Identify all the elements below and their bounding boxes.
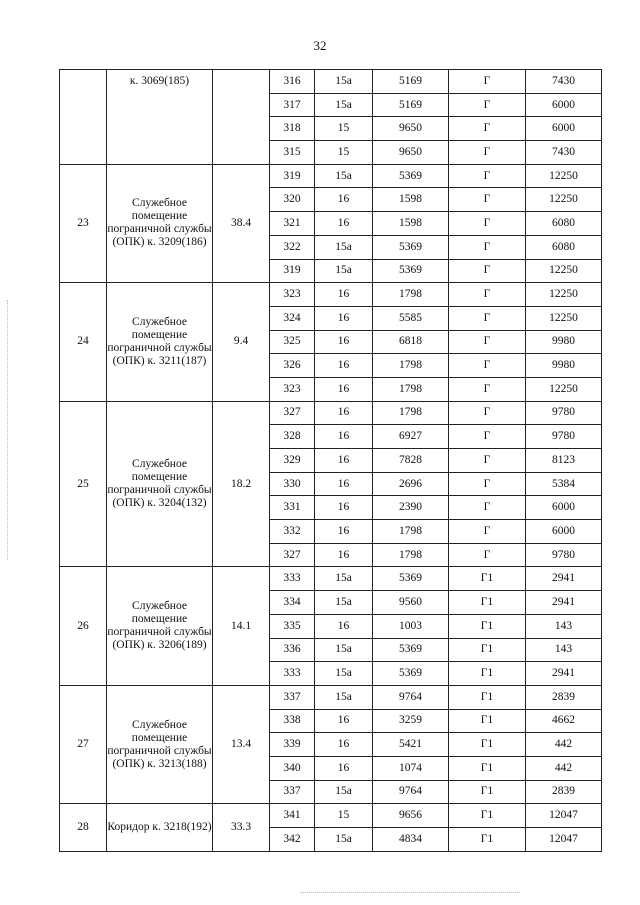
table-cell: 318 [270,117,315,141]
table-cell: 2941 [526,591,602,615]
table-cell: 326 [270,354,315,378]
table-cell: Г1 [449,804,526,828]
table-cell: 9980 [526,330,602,354]
table-cell: 8123 [526,449,602,473]
table-cell: Г1 [449,662,526,686]
table-cell: Г1 [449,828,526,852]
table-cell: 6080 [526,212,602,236]
table-cell: 1798 [373,377,449,401]
room-name-cell: Коридор к. 3218(192) [107,804,213,851]
table-cell: 315 [270,141,315,165]
table-cell: Г [449,188,526,212]
room-area-cell: 18.2 [213,401,270,567]
table-cell: 16 [315,212,373,236]
table-cell: 7828 [373,449,449,473]
table-cell: Г1 [449,614,526,638]
table-cell: 9780 [526,425,602,449]
table-cell: 12047 [526,804,602,828]
table-cell: 333 [270,567,315,591]
table-cell: 335 [270,614,315,638]
table-cell: 2839 [526,780,602,804]
table-cell: 15а [315,235,373,259]
table-cell: 5169 [373,93,449,117]
room-area-cell [213,70,270,165]
table-cell: Г [449,401,526,425]
table-cell: Г [449,141,526,165]
table-cell: 16 [315,614,373,638]
table-cell: 1798 [373,354,449,378]
table-cell: 16 [315,425,373,449]
table-cell: 442 [526,733,602,757]
table-cell: 12250 [526,283,602,307]
table-cell: 15а [315,828,373,852]
table-cell: Г [449,330,526,354]
table-cell: 15 [315,141,373,165]
table-cell: Г [449,354,526,378]
table-cell: 324 [270,306,315,330]
table-cell: 6000 [526,496,602,520]
table-cell: 2941 [526,662,602,686]
table-row [60,70,602,94]
table-cell: Г1 [449,733,526,757]
table-cell: 15а [315,638,373,662]
table-cell: 316 [270,70,315,94]
table-cell: 1798 [373,283,449,307]
table-cell: 12250 [526,164,602,188]
table-row [60,685,602,709]
table-cell: 5421 [373,733,449,757]
table-cell: 2839 [526,685,602,709]
table-cell: Г [449,164,526,188]
room-number-cell: 23 [60,164,107,282]
table-cell: 5585 [373,306,449,330]
table-row [60,804,602,828]
table-cell: 2390 [373,496,449,520]
table-cell: Г1 [449,780,526,804]
table-cell: 7430 [526,70,602,94]
table-cell: 5169 [373,70,449,94]
table-cell: 12250 [526,377,602,401]
room-name-cell: Служебное помещение пограничной службы (ОПК) к. 3213(188) [107,685,213,803]
table-cell: Г [449,543,526,567]
table-cell: 327 [270,543,315,567]
table-row [60,567,602,591]
table-cell: 143 [526,638,602,662]
table-cell: 9650 [373,117,449,141]
table-cell: 5369 [373,662,449,686]
room-number-cell: 24 [60,283,107,401]
table-cell: 5369 [373,164,449,188]
table-cell: 15а [315,780,373,804]
table-cell: Г1 [449,685,526,709]
table-cell: 2696 [373,472,449,496]
table-cell: 317 [270,93,315,117]
room-number-cell: 25 [60,401,107,567]
table-cell: 143 [526,614,602,638]
table-cell: 322 [270,235,315,259]
table-cell: 327 [270,401,315,425]
table-cell: 16 [315,733,373,757]
table-cell: 4834 [373,828,449,852]
table-cell: Г [449,93,526,117]
table-cell: 9980 [526,354,602,378]
table-cell: Г1 [449,567,526,591]
table-cell: 336 [270,638,315,662]
table-row [60,401,602,425]
scan-bottom-mark [300,892,520,894]
table-cell: 320 [270,188,315,212]
room-area-cell: 13.4 [213,685,270,803]
table-cell: 9764 [373,685,449,709]
room-number-cell [60,70,107,165]
table-cell: 338 [270,709,315,733]
table-cell: 15 [315,804,373,828]
table-cell: 16 [315,377,373,401]
table-cell: 337 [270,685,315,709]
table-cell: 323 [270,283,315,307]
room-area-cell: 38.4 [213,164,270,282]
table-cell: 319 [270,259,315,283]
table-cell: 15а [315,591,373,615]
table-cell: 15а [315,259,373,283]
table-cell: 6000 [526,117,602,141]
table-cell: 15 [315,117,373,141]
table-cell: 325 [270,330,315,354]
table-cell: Г1 [449,756,526,780]
table-cell: Г [449,425,526,449]
table-cell: 1798 [373,543,449,567]
table-cell: 2941 [526,567,602,591]
table-cell: 16 [315,188,373,212]
table-cell: 9656 [373,804,449,828]
table-cell: 9560 [373,591,449,615]
table-cell: Г [449,472,526,496]
room-number-cell: 27 [60,685,107,803]
room-area-cell: 9.4 [213,283,270,401]
table-cell: 5369 [373,567,449,591]
room-number-cell: 26 [60,567,107,685]
table-cell: 16 [315,709,373,733]
table-cell: 12250 [526,188,602,212]
table-cell: 16 [315,543,373,567]
table-cell: Г [449,520,526,544]
room-area-cell: 14.1 [213,567,270,685]
table-cell: 328 [270,425,315,449]
table-cell: 332 [270,520,315,544]
table-cell: 9650 [373,141,449,165]
table-cell: 9764 [373,780,449,804]
table-cell: 1798 [373,520,449,544]
table-cell: 12250 [526,306,602,330]
room-name-cell: Служебное помещение пограничной службы (ОПК) к. 3204(132) [107,401,213,567]
table-cell: Г1 [449,638,526,662]
room-name-cell: Служебное помещение пограничной службы (ОПК) к. 3211(187) [107,283,213,401]
table-cell: Г [449,212,526,236]
table-cell: 341 [270,804,315,828]
table-cell: 333 [270,662,315,686]
table-cell: 321 [270,212,315,236]
table-cell: 12250 [526,259,602,283]
table-cell: 1074 [373,756,449,780]
table-cell: 15а [315,164,373,188]
room-name-cell: Служебное помещение пограничной службы (ОПК) к. 3206(189) [107,567,213,685]
table-cell: Г [449,449,526,473]
table-cell: 442 [526,756,602,780]
table-cell: 342 [270,828,315,852]
table-cell: 5369 [373,638,449,662]
table-cell: 5369 [373,259,449,283]
table-cell: 16 [315,520,373,544]
page-number: 32 [313,38,327,53]
room-area-cell: 33.3 [213,804,270,851]
table-cell: 1798 [373,401,449,425]
table-cell: Г [449,259,526,283]
table-cell: Г [449,306,526,330]
table-cell: 15а [315,685,373,709]
table-cell: 329 [270,449,315,473]
table-cell: Г1 [449,591,526,615]
table-cell: 15а [315,70,373,94]
room-name-cell: к. 3069(185) [107,70,213,165]
table-cell: 16 [315,283,373,307]
table-cell: 15а [315,567,373,591]
table-cell: 6927 [373,425,449,449]
table-cell: 16 [315,756,373,780]
table-cell: Г [449,377,526,401]
room-name-cell: Служебное помещение пограничной службы (ОПК) к. 3209(186) [107,164,213,282]
table-cell: 6000 [526,93,602,117]
table-cell: 12047 [526,828,602,852]
table-cell: 9780 [526,401,602,425]
table-cell: 15а [315,662,373,686]
table-cell: Г [449,117,526,141]
table-cell: 323 [270,377,315,401]
table-cell: Г1 [449,709,526,733]
table-cell: 6818 [373,330,449,354]
scan-edge-mark [7,300,9,560]
table-cell: 16 [315,449,373,473]
table-cell: 16 [315,330,373,354]
table-cell: 1598 [373,188,449,212]
table-row [60,164,602,188]
table-cell: 9780 [526,543,602,567]
rooms-table [59,69,602,852]
table-cell: 330 [270,472,315,496]
table-cell: 5369 [373,235,449,259]
table-cell: 337 [270,780,315,804]
table-cell: 16 [315,354,373,378]
table-cell: 319 [270,164,315,188]
table-cell: 7430 [526,141,602,165]
table-row [60,283,602,307]
table-cell: 4662 [526,709,602,733]
table-cell: Г [449,70,526,94]
table-cell: 5384 [526,472,602,496]
table-cell: 3259 [373,709,449,733]
table-cell: 15а [315,93,373,117]
table-cell: 16 [315,306,373,330]
table-cell: Г [449,283,526,307]
table-cell: 331 [270,496,315,520]
table-cell: 1598 [373,212,449,236]
table-cell: 339 [270,733,315,757]
table-cell: 16 [315,496,373,520]
table-cell: 1003 [373,614,449,638]
table-cell: Г [449,496,526,520]
table-cell: Г [449,235,526,259]
table-cell: 6080 [526,235,602,259]
table-cell: 16 [315,472,373,496]
table-cell: 16 [315,401,373,425]
room-number-cell: 28 [60,804,107,851]
table-cell: 340 [270,756,315,780]
table-cell: 334 [270,591,315,615]
table-cell: 6000 [526,520,602,544]
